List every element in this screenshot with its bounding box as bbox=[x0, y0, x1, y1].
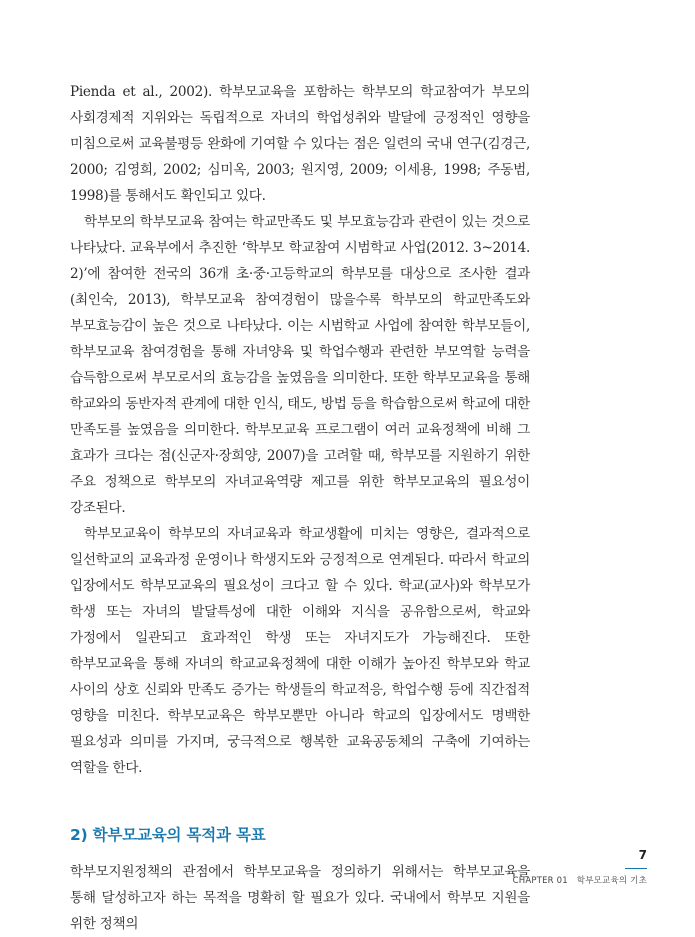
chapter-title: 학부모교육의 기초 bbox=[576, 876, 647, 886]
body-paragraph: 학부모지원정책의 관점에서 학부모교육을 정의하기 위해서는 학부모교육을 통해 달성하고자 하는 목적을 명확히 할 필요가 있다. 국내에서 학부모 지원을 위한 정책의 bbox=[70, 864, 530, 932]
body-paragraph: 학부모교육이 학부모의 자녀교육과 학교생활에 미치는 영향은, 결과적으로 일선학교의 교육과정 운영이나 학생지도와 긍정적으로 연계된다. 따라서 학교의 입장에서도 학부모교육의 필요성이 크다고 할 수 있다. 학교(교사)와 학부모가 학생 또는 자녀의 발달특성에 대한 이해와 지식을 공유함으로써, 학교와 가정에서 일관되고 효과적인 학생 또는 자녀지도가 가능해진다. 또한 학부모교육을 통해 자녀의 학교교육정책에 대한 이해가 높아진 학부모와 학교 사이의 상호 신뢰와 만족도 증가는 학생들의 학교적응, 학업수행 등에 직간접적 영향을 미친다. 학부모교육은 학부모뿐만 아니라 학교의 입장에서도 명백한 필요성과 의미를 가지며, 궁극적으로 행복한 교육공동체의 구축에 기여하는 역할을 한다. bbox=[70, 526, 530, 776]
page-footer bbox=[447, 848, 647, 886]
running-footer bbox=[447, 874, 647, 886]
page-number: 7 bbox=[638, 848, 647, 862]
body-paragraph: Pienda et al., 2002). 학부모교육을 포함하는 학부모의 학교참여가 부모의 사회경제적 지위와는 독립적으로 자녀의 학업성취와 발달에 긍정적인 영향을 미침으로써 교육불평등 완화에 기여할 수 있다는 점은 일련의 국내 연구(김경근, 2000; 김영희, 2002; 심미옥, 2003; 원지영, 2009; 이세용, 1998; 주동범, 1998)를 통해서도 확인되고 있다. bbox=[70, 84, 530, 204]
chapter-label: CHAPTER 01 bbox=[512, 876, 568, 886]
body-paragraph: 학부모의 학부모교육 참여는 학교만족도 및 부모효능감과 관련이 있는 것으로 나타났다. 교육부에서 추진한 ‘학부모 학교참여 시범학교 사업(2012. 3~2014. 2)’에 참여한 전국의 36개 초·중·고등학교의 학부모를 대상으로 조사한 결과(최인숙, 2013), 학부모교육 참여경험이 많을수록 학부모의 학교만족도와 부모효능감이 높은 것으로 나타났다. 이는 시범학교 사업에 참여한 학부모들이, 학부모교육 참여경험을 통해 자녀양육 및 학업수행과 관련한 부모역할 능력을 습득함으로써 부모로서의 효능감을 높였음을 의미한다. 또한 학부모교육을 통해 학교와의 동반자적 관계에 대한 인식, 태도, 방법 등을 학습함으로써 학교에 대한 만족도를 높였음을 의미한다. 학부모교육 프로그램이 여러 교육정책에 비해 그 효과가 크다는 점(신군자·장희양, 2007)을 고려할 때, 학부모를 지원하기 위한 주요 정책으로 학부모의 자녀교육역량 제고를 위한 학부모교육의 필요성이 강조된다. bbox=[70, 214, 530, 516]
page-body bbox=[70, 79, 530, 937]
footer-rule bbox=[625, 868, 647, 869]
section-heading: 2) 학부모교육의 목적과 목표 bbox=[70, 826, 266, 844]
